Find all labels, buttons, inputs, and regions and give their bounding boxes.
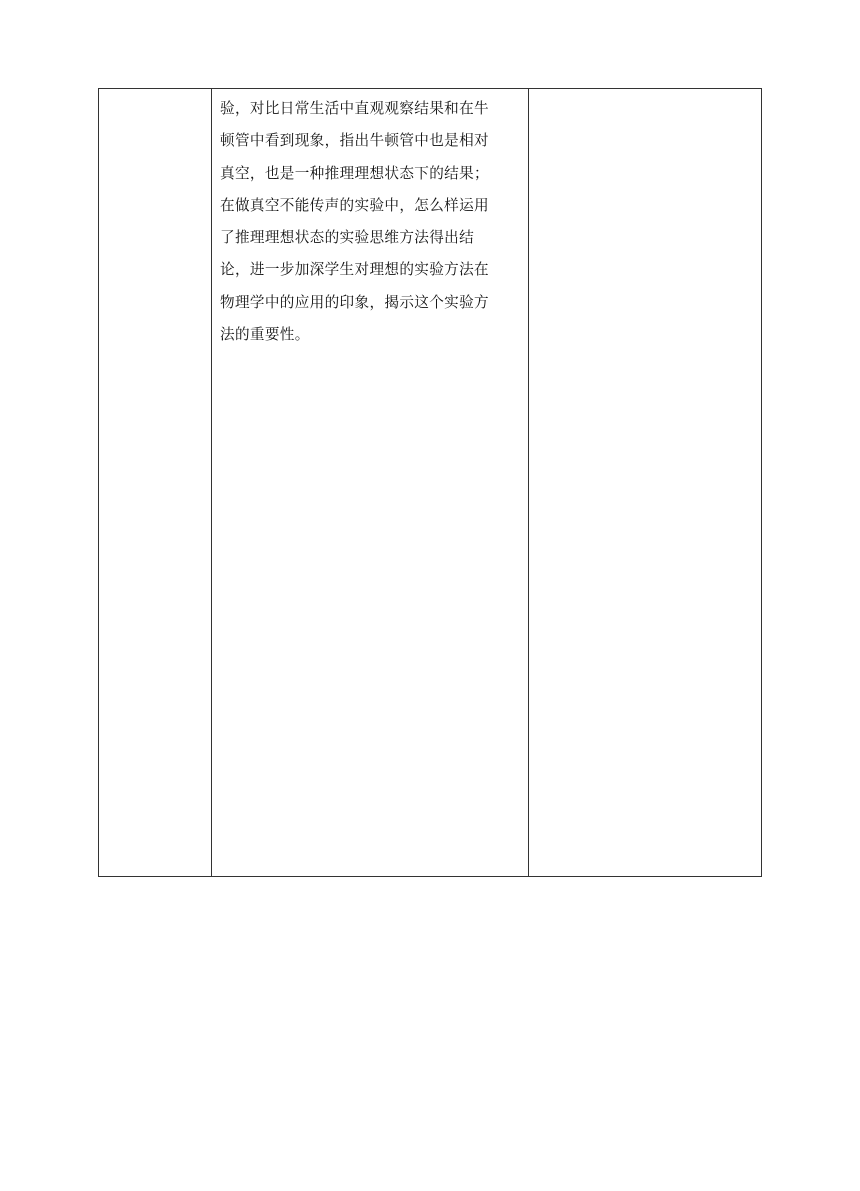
paragraph-line: 验，对比日常生活中直观观察结果和在牛	[220, 100, 489, 117]
cell-paragraph	[212, 89, 528, 351]
paragraph-line: 在做真空不能传声的实验中，怎么样运用	[220, 196, 489, 214]
table-cell-left	[99, 89, 212, 877]
paragraph-line: 论，进一步加深学生对理想的实验方法在	[220, 261, 489, 279]
paragraph-line: 法的重要性。	[220, 326, 310, 344]
paragraph-line: 顿管中看到现象，指出牛顿管中也是相对	[220, 132, 489, 150]
cell-text	[529, 89, 761, 93]
lesson-table	[98, 88, 762, 877]
paragraph-line: 物理学中的应用的印象，揭示这个实验方	[220, 293, 489, 311]
table-cell-right	[529, 89, 762, 877]
table-row	[99, 89, 762, 877]
cell-text	[99, 89, 211, 93]
paragraph-line: 了推理理想状态的实验思维方法得出结	[220, 229, 475, 247]
paragraph-line: 真空，也是一种推理理想状态下的结果；	[220, 164, 489, 182]
table-cell-middle	[212, 89, 529, 877]
